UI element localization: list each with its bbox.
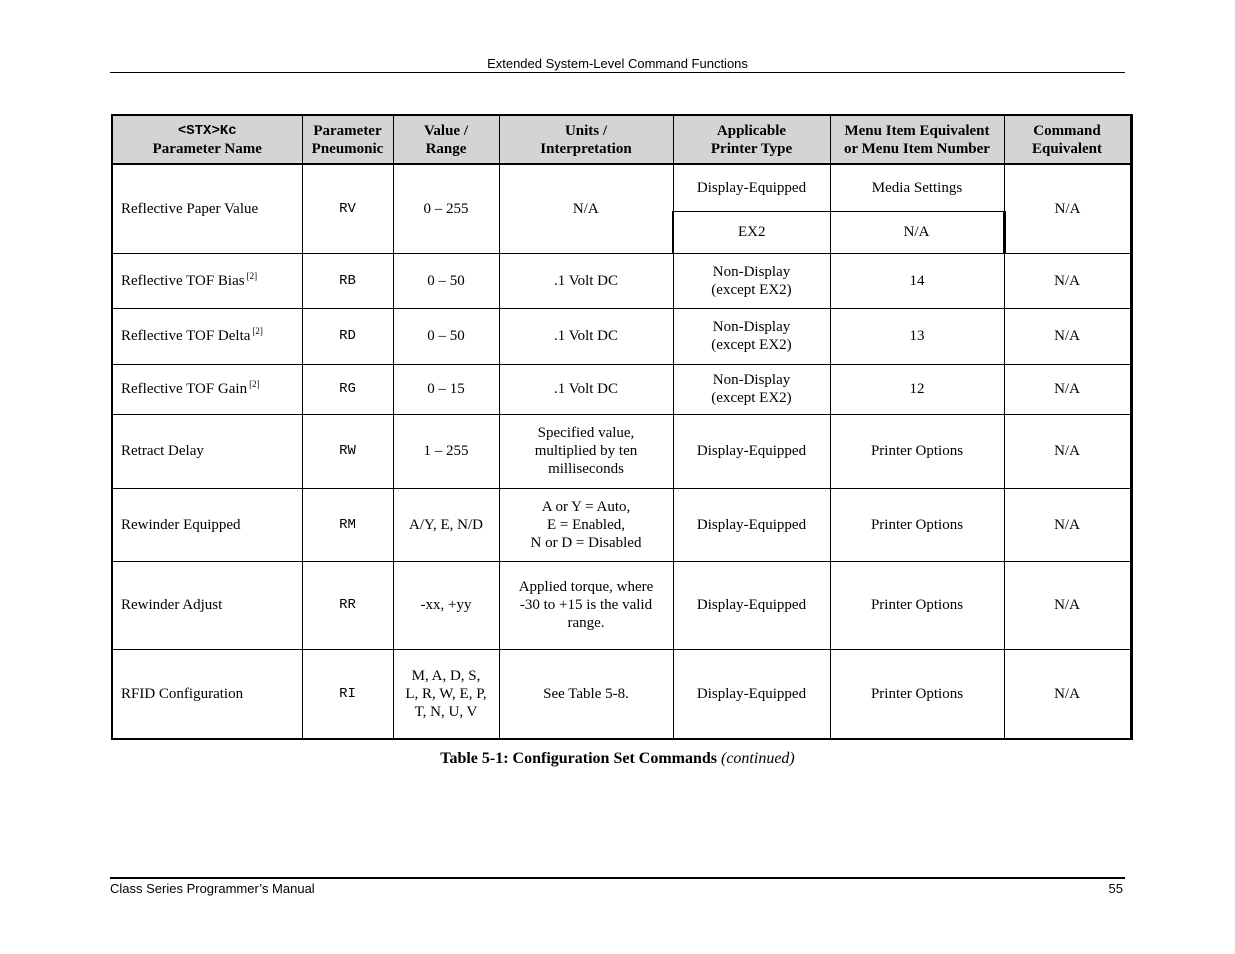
cell-units bbox=[499, 561, 673, 649]
cell-printer-type: Display-Equipped bbox=[673, 488, 830, 561]
cell-printer-type bbox=[673, 308, 830, 364]
column-header-label: Range bbox=[425, 140, 467, 157]
units-line: -30 to +15 is the valid bbox=[519, 597, 653, 613]
cell-units: See Table 5-8. bbox=[499, 649, 673, 739]
cell-command-equivalent: N/A bbox=[1004, 414, 1131, 488]
cell-range: A/Y, E, N/D bbox=[393, 488, 499, 561]
range-line: T, N, U, V bbox=[414, 703, 478, 720]
cell-menu-item: Printer Options bbox=[830, 414, 1004, 488]
cell-parameter-name: RFID Configuration bbox=[112, 649, 302, 739]
cell-parameter-name bbox=[112, 308, 302, 364]
units-line: A or Y = Auto, bbox=[541, 498, 631, 515]
cell-range bbox=[393, 649, 499, 739]
cell-parameter-name bbox=[112, 253, 302, 308]
configuration-set-commands-table bbox=[111, 114, 1133, 740]
range-line: L, R, W, E, P, bbox=[405, 685, 487, 702]
cell-mnemonic: RG bbox=[302, 364, 393, 414]
cell-printer-type bbox=[673, 253, 830, 308]
table-row bbox=[112, 414, 1131, 488]
table-row bbox=[112, 488, 1131, 561]
cell-units: N/A bbox=[499, 164, 673, 253]
cell-menu-item: Printer Options bbox=[830, 561, 1004, 649]
footer-manual-title: Class Series Programmer’s Manual bbox=[110, 881, 315, 896]
cell-command-equivalent: N/A bbox=[1004, 488, 1131, 561]
column-header-label: Applicable bbox=[716, 122, 787, 139]
units-line: Applied torque, where bbox=[518, 579, 654, 595]
column-header-label: Pneumonic bbox=[311, 140, 384, 157]
units-line: range. bbox=[567, 615, 605, 631]
footnote-marker: [2] bbox=[246, 270, 258, 281]
cell-range: 0 – 50 bbox=[393, 253, 499, 308]
cell-command-equivalent: N/A bbox=[1004, 649, 1131, 739]
parameter-name-text: Reflective TOF Delta bbox=[121, 328, 251, 344]
column-header-label: Interpretation bbox=[540, 140, 632, 157]
cell-parameter-name bbox=[112, 364, 302, 414]
cell-mnemonic: RD bbox=[302, 308, 393, 364]
cell-printer-type bbox=[673, 364, 830, 414]
cell-range: 1 – 255 bbox=[393, 414, 499, 488]
cell-menu-item: Printer Options bbox=[830, 488, 1004, 561]
column-header-label: Printer Type bbox=[710, 140, 793, 157]
cell-parameter-name: Retract Delay bbox=[112, 414, 302, 488]
cell-command-equivalent: N/A bbox=[1004, 308, 1131, 364]
cell-units: .1 Volt DC bbox=[499, 308, 673, 364]
footnote-marker: [2] bbox=[249, 379, 260, 389]
units-line: milliseconds bbox=[548, 461, 624, 477]
cell-printer-type: Display-Equipped bbox=[673, 561, 830, 649]
column-header-label: Menu Item Equivalent bbox=[844, 122, 990, 139]
range-line: M, A, D, S, bbox=[411, 667, 481, 684]
printer-type-line: (except EX2) bbox=[711, 390, 792, 406]
running-header: Extended System-Level Command Functions bbox=[487, 56, 748, 71]
footnote-marker: [2] bbox=[252, 326, 263, 336]
cell-command-equivalent: N/A bbox=[1004, 253, 1131, 308]
cell-mnemonic: RI bbox=[302, 649, 393, 739]
cell-menu-item: 13 bbox=[830, 308, 1004, 364]
column-header-parameter-name bbox=[112, 115, 302, 164]
table-row bbox=[112, 649, 1131, 739]
column-header-menu-item bbox=[830, 115, 1004, 164]
cell-units bbox=[499, 488, 673, 561]
cell-mnemonic: RR bbox=[302, 561, 393, 649]
printer-type-line: Non-Display bbox=[712, 319, 791, 335]
column-header-label: Value / bbox=[423, 122, 469, 139]
column-header-units bbox=[499, 115, 673, 164]
cell-range: -xx, +yy bbox=[393, 561, 499, 649]
column-header-label: or Menu Item Number bbox=[844, 140, 990, 157]
cell-command-equivalent: N/A bbox=[1004, 164, 1131, 253]
column-header-label: Parameter bbox=[313, 122, 382, 139]
cell-menu-item: 12 bbox=[830, 364, 1004, 414]
cell-menu-item: 14 bbox=[830, 253, 1004, 308]
units-line: multiplied by ten bbox=[534, 443, 638, 459]
cell-mnemonic: RW bbox=[302, 414, 393, 488]
column-header-command: <STX>Kc bbox=[177, 122, 237, 139]
column-header-printer-type bbox=[673, 115, 830, 164]
cell-units: .1 Volt DC bbox=[499, 253, 673, 308]
caption-suffix: (continued) bbox=[721, 750, 795, 767]
page-number: 55 bbox=[1108, 881, 1123, 896]
units-line: Specified value, bbox=[537, 425, 635, 441]
table-caption bbox=[110, 749, 1125, 769]
cell-menu-item: N/A bbox=[830, 211, 1004, 253]
column-header-label: Parameter Name bbox=[152, 140, 262, 157]
cell-mnemonic: RM bbox=[302, 488, 393, 561]
cell-range: 0 – 15 bbox=[393, 364, 499, 414]
table-row bbox=[112, 561, 1131, 649]
printer-type-line: Non-Display bbox=[712, 372, 791, 388]
table-row bbox=[112, 253, 1131, 308]
printer-type-line: (except EX2) bbox=[711, 281, 792, 298]
cell-printer-type: Display-Equipped bbox=[673, 164, 830, 211]
cell-parameter-name: Reflective Paper Value bbox=[112, 164, 302, 253]
units-line: N or D = Disabled bbox=[530, 534, 642, 551]
printer-type-line: (except EX2) bbox=[711, 337, 792, 353]
cell-range: 0 – 50 bbox=[393, 308, 499, 364]
cell-menu-item: Printer Options bbox=[830, 649, 1004, 739]
cell-menu-item: Media Settings bbox=[830, 164, 1004, 211]
cell-printer-type: Display-Equipped bbox=[673, 414, 830, 488]
cell-units bbox=[499, 414, 673, 488]
table-header-row bbox=[112, 115, 1131, 164]
caption-label: Table 5-1: Configuration Set Commands bbox=[440, 750, 717, 767]
cell-parameter-name: Rewinder Equipped bbox=[112, 488, 302, 561]
table-row bbox=[112, 164, 1131, 211]
column-header-label: Equivalent bbox=[1031, 140, 1103, 157]
column-header-label: Command bbox=[1033, 122, 1101, 139]
header-rule bbox=[110, 72, 1125, 73]
column-header-command-equivalent bbox=[1004, 115, 1131, 164]
table-row bbox=[112, 308, 1131, 364]
column-header-pneumonic bbox=[302, 115, 393, 164]
column-header-range bbox=[393, 115, 499, 164]
cell-command-equivalent: N/A bbox=[1004, 364, 1131, 414]
units-line: E = Enabled, bbox=[546, 516, 626, 533]
cell-parameter-name: Rewinder Adjust bbox=[112, 561, 302, 649]
parameter-name-text: Reflective TOF Gain bbox=[121, 381, 248, 397]
cell-mnemonic: RB bbox=[302, 253, 393, 308]
cell-printer-type: EX2 bbox=[673, 211, 830, 253]
cell-command-equivalent: N/A bbox=[1004, 561, 1131, 649]
cell-mnemonic: RV bbox=[302, 164, 393, 253]
cell-printer-type: Display-Equipped bbox=[673, 649, 830, 739]
column-header-label: Units / bbox=[564, 122, 608, 139]
table-row bbox=[112, 364, 1131, 414]
cell-range: 0 – 255 bbox=[393, 164, 499, 253]
footer-rule bbox=[110, 877, 1125, 879]
cell-units: .1 Volt DC bbox=[499, 364, 673, 414]
parameter-name-text: Reflective TOF Bias bbox=[121, 272, 245, 289]
printer-type-line: Non-Display bbox=[712, 263, 791, 280]
